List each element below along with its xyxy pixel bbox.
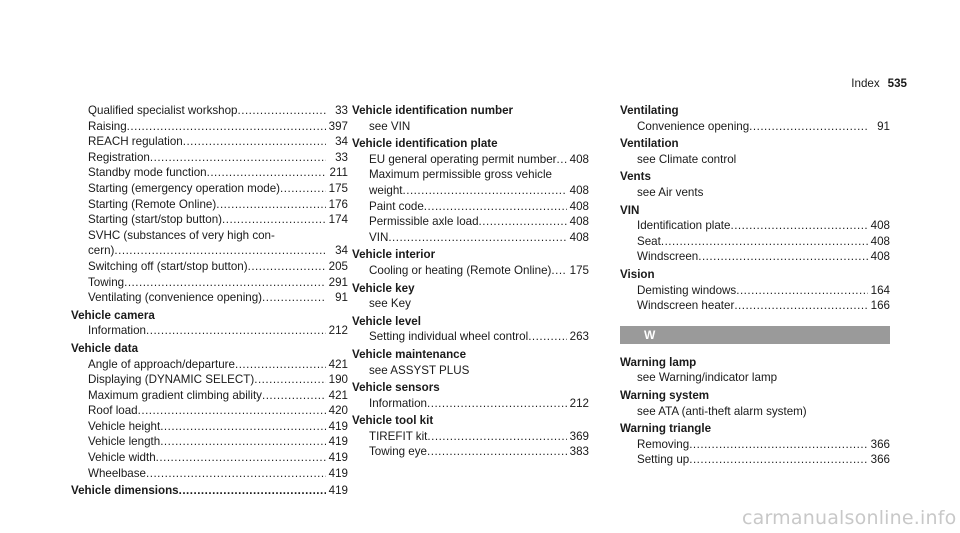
index-heading bbox=[620, 169, 890, 185]
index-heading bbox=[71, 341, 348, 357]
index-heading bbox=[352, 247, 589, 263]
index-entry bbox=[71, 388, 348, 404]
page-ref: 369 bbox=[569, 429, 589, 443]
index-entry bbox=[71, 150, 348, 166]
entry-text: Setting individual wheel control bbox=[369, 330, 529, 344]
dot-leader bbox=[689, 437, 868, 453]
page-ref: 33 bbox=[335, 150, 348, 164]
dot-leader bbox=[734, 298, 868, 314]
page-ref: 174 bbox=[328, 213, 348, 227]
index-group-w bbox=[620, 355, 890, 468]
entry-text: Setting up bbox=[637, 453, 690, 467]
page-ref: 419 bbox=[328, 419, 348, 433]
index-heading bbox=[352, 136, 589, 152]
entry-text: Qualified specialist workshop bbox=[88, 104, 238, 117]
entry-text: see Key bbox=[369, 297, 411, 311]
entry-text: Cooling or heating (Remote Online) bbox=[369, 263, 552, 277]
page-ref: 421 bbox=[328, 357, 348, 371]
entry-text: Warning system bbox=[620, 388, 710, 402]
index-heading bbox=[352, 103, 589, 119]
entry-text: weight bbox=[369, 183, 403, 197]
index-heading bbox=[620, 267, 890, 283]
dot-leader bbox=[424, 199, 567, 215]
entry-text: Starting (emergency operation mode) bbox=[88, 181, 281, 195]
entry-text: Roof load bbox=[88, 404, 138, 418]
entry-text: Towing eye bbox=[369, 445, 428, 459]
index-entry bbox=[71, 323, 348, 339]
entry-text: Warning lamp bbox=[620, 355, 697, 369]
index-entry bbox=[71, 165, 348, 181]
page-ref: 408 bbox=[569, 183, 589, 197]
entry-text: Warning triangle bbox=[620, 422, 712, 436]
index-entry bbox=[620, 152, 890, 168]
entry-text: Vehicle camera bbox=[71, 308, 155, 322]
page-ref: 175 bbox=[328, 181, 348, 195]
entry-text: Removing bbox=[637, 437, 690, 451]
dot-leader bbox=[146, 466, 326, 482]
index-entry bbox=[71, 259, 348, 275]
index-entry bbox=[71, 275, 348, 291]
index-entry bbox=[620, 234, 890, 250]
index-heading bbox=[352, 281, 589, 297]
page-number: 535 bbox=[887, 77, 907, 90]
page-ref: 408 bbox=[569, 199, 589, 213]
entry-text: VIN bbox=[620, 203, 640, 217]
page-ref: 91 bbox=[335, 291, 348, 305]
dot-leader bbox=[160, 434, 326, 450]
index-column-3 bbox=[620, 103, 890, 468]
entry-text: Paint code bbox=[369, 199, 424, 213]
entry-text: Identification plate bbox=[637, 219, 731, 233]
index-entry bbox=[620, 437, 890, 453]
dot-leader bbox=[238, 103, 326, 119]
index-entry bbox=[71, 357, 348, 373]
index-entry bbox=[352, 296, 589, 312]
entry-text: Vehicle data bbox=[71, 341, 139, 355]
page-ref: 34 bbox=[335, 135, 348, 149]
page-ref: 175 bbox=[569, 263, 589, 277]
index-entry bbox=[352, 329, 589, 345]
entry-text: Vehicle tool kit bbox=[352, 414, 434, 428]
index-entry bbox=[71, 403, 348, 419]
index-entry bbox=[352, 119, 589, 135]
entry-text: Information bbox=[88, 324, 146, 338]
entry-text: see VIN bbox=[369, 119, 411, 133]
page-ref: 419 bbox=[328, 484, 348, 498]
dot-leader bbox=[736, 283, 868, 299]
entry-text: Vehicle dimensions bbox=[71, 484, 179, 498]
page-ref: 408 bbox=[569, 152, 589, 166]
entry-text: Starting (Remote Online) bbox=[88, 197, 217, 211]
entry-text: SVHC (substances of very high con- bbox=[88, 228, 275, 242]
index-entry bbox=[620, 119, 890, 135]
index-column-1 bbox=[71, 103, 348, 499]
index-heading bbox=[620, 388, 890, 404]
page-ref: 190 bbox=[328, 373, 348, 387]
entry-text: Ventilating (convenience opening) bbox=[88, 291, 263, 305]
dot-leader bbox=[427, 444, 567, 460]
page-ref: 383 bbox=[569, 445, 589, 459]
dot-leader bbox=[661, 234, 868, 250]
index-group-v bbox=[620, 103, 890, 314]
page-ref: 421 bbox=[328, 388, 348, 402]
index-entry bbox=[352, 183, 589, 199]
dot-leader bbox=[557, 152, 567, 168]
entry-text: Vehicle identification plate bbox=[352, 137, 498, 151]
index-heading bbox=[620, 203, 890, 219]
entry-text: VIN bbox=[369, 230, 389, 244]
dot-leader bbox=[689, 452, 868, 468]
entry-text: see Climate control bbox=[637, 152, 737, 166]
index-entry bbox=[620, 185, 890, 201]
index-entry bbox=[352, 230, 589, 246]
index-entry bbox=[71, 134, 348, 150]
dot-leader bbox=[235, 357, 326, 373]
index-entry bbox=[71, 197, 348, 213]
section-letter-w: W bbox=[620, 326, 890, 344]
index-heading bbox=[71, 483, 348, 499]
entry-text: Vehicle interior bbox=[352, 248, 436, 262]
entry-text: Maximum permissible gross vehicle bbox=[369, 168, 552, 182]
dot-leader bbox=[262, 290, 326, 306]
entry-text: see Air vents bbox=[637, 185, 704, 199]
index-entry bbox=[352, 429, 589, 445]
entry-text: Seat bbox=[637, 234, 661, 248]
dot-leader bbox=[403, 183, 567, 199]
index-entry bbox=[71, 419, 348, 435]
dot-leader bbox=[388, 230, 567, 246]
entry-text: Switching off (start/stop button) bbox=[88, 259, 248, 273]
index-heading bbox=[71, 308, 348, 324]
index-entry bbox=[71, 119, 348, 135]
entry-text: Wheelbase bbox=[88, 466, 147, 480]
header-label: Index bbox=[851, 77, 880, 90]
entry-text: Vehicle height bbox=[88, 419, 161, 433]
page-ref: 419 bbox=[328, 435, 348, 449]
index-entry bbox=[352, 396, 589, 412]
dot-leader bbox=[222, 212, 326, 228]
page-ref: 166 bbox=[870, 299, 890, 313]
index-entry bbox=[620, 452, 890, 468]
index-heading bbox=[620, 421, 890, 437]
page-ref: 176 bbox=[328, 197, 348, 211]
entry-text: Vehicle length bbox=[88, 435, 161, 449]
entry-text: Vehicle key bbox=[352, 281, 415, 295]
entry-text: Starting (start/stop button) bbox=[88, 213, 223, 227]
index-entry bbox=[71, 434, 348, 450]
index-entry bbox=[71, 212, 348, 228]
page-ref: 33 bbox=[335, 104, 348, 117]
entry-text: Windscreen bbox=[637, 250, 699, 264]
entry-text: Towing bbox=[88, 275, 125, 289]
dot-leader bbox=[138, 403, 326, 419]
index-entry bbox=[352, 214, 589, 230]
entry-text: Vehicle maintenance bbox=[352, 347, 467, 361]
page-ref: 397 bbox=[328, 119, 348, 133]
index-entry bbox=[71, 372, 348, 388]
index-entry bbox=[71, 450, 348, 466]
index-entry bbox=[71, 228, 348, 244]
dot-leader bbox=[479, 214, 567, 230]
entry-text: EU general operating permit number bbox=[369, 152, 557, 166]
dot-leader bbox=[262, 388, 326, 404]
dot-leader bbox=[207, 165, 326, 181]
entry-text: Vehicle sensors bbox=[352, 381, 440, 395]
entry-text: Vehicle identification number bbox=[352, 104, 514, 117]
dot-leader bbox=[183, 134, 326, 150]
page-ref: 366 bbox=[870, 453, 890, 467]
entry-text: TIREFIT kit bbox=[369, 429, 428, 443]
entry-text: Demisting windows bbox=[637, 283, 737, 297]
dot-leader bbox=[146, 323, 326, 339]
dot-leader bbox=[254, 372, 326, 388]
page-ref: 212 bbox=[328, 324, 348, 338]
entry-text: Ventilation bbox=[620, 137, 679, 151]
entry-text: Vehicle level bbox=[352, 314, 421, 328]
index-entry bbox=[71, 290, 348, 306]
entry-text: Information bbox=[369, 396, 427, 410]
index-heading bbox=[352, 314, 589, 330]
dot-leader bbox=[280, 181, 326, 197]
watermark: carmanualsonline.info bbox=[742, 507, 957, 529]
index-entry bbox=[352, 363, 589, 379]
dot-leader bbox=[156, 450, 326, 466]
page-ref: 419 bbox=[328, 451, 348, 465]
index-entry bbox=[71, 103, 348, 119]
dot-leader bbox=[698, 249, 868, 265]
page-ref: 419 bbox=[328, 466, 348, 480]
entry-text: Vehicle width bbox=[88, 451, 156, 465]
index-entry bbox=[352, 152, 589, 168]
dot-leader bbox=[160, 419, 326, 435]
page-ref: 91 bbox=[877, 119, 890, 133]
index-heading bbox=[620, 136, 890, 152]
dot-leader bbox=[127, 119, 326, 135]
index-entry bbox=[352, 263, 589, 279]
index-entry bbox=[71, 181, 348, 197]
page-ref: 420 bbox=[328, 404, 348, 418]
index-entry bbox=[71, 243, 348, 259]
index-entry bbox=[352, 199, 589, 215]
page-ref: 212 bbox=[569, 396, 589, 410]
index-entry bbox=[620, 370, 890, 386]
dot-leader bbox=[551, 263, 567, 279]
page-ref: 164 bbox=[870, 283, 890, 297]
index-heading bbox=[352, 347, 589, 363]
index-entry bbox=[620, 218, 890, 234]
entry-text: Convenience opening bbox=[637, 119, 750, 133]
dot-leader bbox=[216, 197, 326, 213]
dot-leader bbox=[749, 119, 868, 135]
entry-text: Ventilating bbox=[620, 104, 679, 117]
dot-leader bbox=[248, 259, 326, 275]
index-entry bbox=[352, 444, 589, 460]
page-ref: 408 bbox=[569, 215, 589, 229]
dot-leader bbox=[427, 396, 567, 412]
dot-leader bbox=[124, 275, 326, 291]
entry-text: Standby mode function bbox=[88, 166, 207, 180]
page-ref: 408 bbox=[870, 250, 890, 264]
dot-leader bbox=[427, 429, 567, 445]
index-entry bbox=[352, 167, 589, 183]
entry-text: Displaying (DYNAMIC SELECT) bbox=[88, 373, 255, 387]
entry-text: Raising bbox=[88, 119, 127, 133]
entry-text: see ATA (anti-theft alarm system) bbox=[637, 404, 807, 418]
dot-leader bbox=[528, 329, 567, 345]
index-heading bbox=[352, 413, 589, 429]
entry-text: Permissible axle load bbox=[369, 215, 479, 229]
page-ref: 366 bbox=[870, 437, 890, 451]
page-ref: 291 bbox=[328, 275, 348, 289]
dot-leader bbox=[730, 218, 868, 234]
index-heading bbox=[620, 103, 890, 119]
page-ref: 408 bbox=[870, 234, 890, 248]
entry-text: Angle of approach/departure bbox=[88, 357, 235, 371]
entry-text: Windscreen heater bbox=[637, 299, 735, 313]
page-ref: 34 bbox=[335, 244, 348, 258]
page-ref: 205 bbox=[328, 259, 348, 273]
index-entry bbox=[620, 298, 890, 314]
index-entry bbox=[620, 404, 890, 420]
index-heading bbox=[352, 380, 589, 396]
index-column-2 bbox=[352, 103, 589, 460]
entry-text: cern) bbox=[88, 244, 115, 258]
entry-text: REACH regulation bbox=[88, 135, 183, 149]
entry-text: Vision bbox=[620, 267, 655, 281]
entry-text: see Warning/indicator lamp bbox=[637, 371, 778, 385]
dot-leader bbox=[179, 483, 326, 499]
entry-text: see ASSYST PLUS bbox=[369, 363, 470, 377]
page-ref: 408 bbox=[569, 230, 589, 244]
index-entry bbox=[620, 283, 890, 299]
index-entry bbox=[620, 249, 890, 265]
entry-text: Vents bbox=[620, 170, 651, 184]
page-ref: 263 bbox=[569, 330, 589, 344]
dot-leader bbox=[114, 243, 326, 259]
entry-text: Maximum gradient climbing ability bbox=[88, 388, 262, 402]
page-ref: 408 bbox=[870, 219, 890, 233]
index-heading bbox=[620, 355, 890, 371]
dot-leader bbox=[150, 150, 326, 166]
page-ref: 211 bbox=[329, 166, 348, 180]
entry-text: Registration bbox=[88, 150, 150, 164]
index-entry bbox=[71, 466, 348, 482]
page-header bbox=[851, 77, 907, 90]
